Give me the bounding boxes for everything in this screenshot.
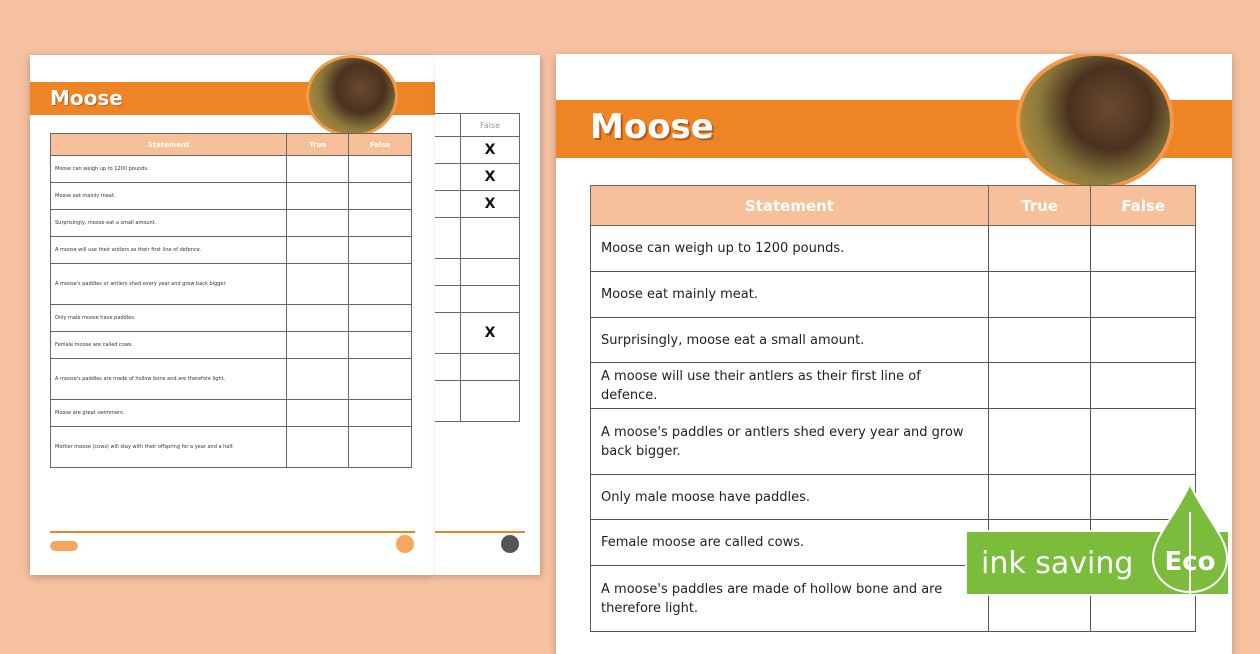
true-cell[interactable] [286,237,348,264]
false-cell[interactable] [349,359,412,400]
true-cell[interactable] [286,210,348,237]
statement-cell: A moose's paddles are made of hollow bone and are therefore light. [591,566,989,632]
footer-rule [50,531,415,533]
false-header: False [349,134,412,156]
answer-sheet [435,55,540,575]
eco-label: Eco [1164,547,1216,577]
false-cell[interactable] [1091,226,1196,272]
answer-mark [460,354,519,381]
moose-photo [306,55,398,137]
thumbnail-worksheet [30,55,435,575]
statement-cell: A moose's paddles are made of hollow bone and are therefore light. [51,359,287,400]
false-header: False [1091,186,1196,226]
true-header: True [286,134,348,156]
footer-rule [435,531,525,533]
page-title: Moose [50,86,123,110]
false-cell[interactable] [1091,409,1196,475]
answer-cell [435,218,460,259]
true-cell[interactable] [988,409,1090,475]
statement-header: Statement [591,186,989,226]
false-cell[interactable] [349,400,412,427]
false-cell[interactable] [349,264,412,305]
true-cell[interactable] [286,359,348,400]
true-cell[interactable] [988,272,1090,318]
false-cell[interactable] [349,427,412,468]
brand-logo-icon [50,541,78,551]
statement-cell: Only male moose have paddles. [51,305,287,332]
false-header: False [460,114,519,137]
statement-cell: Moose can weigh up to 1200 pounds. [591,226,989,272]
false-cell[interactable] [1091,272,1196,318]
statement-cell: Moose can weigh up to 1200 pounds. [51,156,287,183]
answer-cell [435,137,460,164]
answer-cell [435,313,460,354]
false-cell[interactable] [349,210,412,237]
answer-cell [435,259,460,286]
true-cell[interactable] [286,332,348,359]
statement-cell: Female moose are called cows. [591,520,989,566]
answer-mark [460,381,519,422]
statement-cell: Moose eat mainly meat. [51,183,287,210]
page-title: Moose [590,107,714,147]
false-cell[interactable] [349,237,412,264]
false-cell[interactable] [349,183,412,210]
false-cell[interactable] [1091,363,1196,409]
answer-mark: X [460,137,519,164]
answer-mark [460,218,519,259]
true-cell[interactable] [988,226,1090,272]
statement-table [50,133,412,468]
statement-cell: Female moose are called cows. [51,332,287,359]
statement-cell: A moose's paddles or antlers shed every year and grow back bigger. [51,264,287,305]
answer-mark [460,259,519,286]
answer-cell [435,164,460,191]
true-cell[interactable] [286,156,348,183]
true-cell[interactable] [286,427,348,468]
brand-mark-icon [396,535,414,553]
statement-header: Statement [51,134,287,156]
answer-cell [435,191,460,218]
answer-cell [435,354,460,381]
answer-cell [435,381,460,422]
statement-cell: A moose will use their antlers as their first line of defence. [51,237,287,264]
true-cell[interactable] [988,363,1090,409]
answer-table [435,113,520,422]
false-cell[interactable] [1091,318,1196,363]
true-cell[interactable] [286,264,348,305]
statement-cell: Only male moose have paddles. [591,475,989,520]
true-cell[interactable] [286,305,348,332]
statement-cell: Surprisingly, moose eat a small amount. [591,318,989,363]
false-cell[interactable] [349,305,412,332]
answer-mark [460,286,519,313]
true-header-partial [435,114,460,137]
answer-mark: X [460,164,519,191]
statement-cell: A moose will use their antlers as their first line of defence. [591,363,989,409]
true-cell[interactable] [286,400,348,427]
true-cell[interactable] [286,183,348,210]
statement-cell: Surprisingly, moose eat a small amount. [51,210,287,237]
statement-cell: Moose are great swimmers. [51,400,287,427]
true-cell[interactable] [988,318,1090,363]
statement-cell: Moose eat mainly meat. [591,272,989,318]
false-cell[interactable] [349,332,412,359]
true-cell[interactable] [988,475,1090,520]
statement-cell: A moose's paddles or antlers shed every year and grow back bigger. [591,409,989,475]
ink-saving-label: ink saving [981,546,1134,581]
false-cell[interactable] [349,156,412,183]
answer-mark: X [460,313,519,354]
brand-mark-icon [501,535,519,553]
answer-cell [435,286,460,313]
moose-photo [1016,54,1174,190]
answer-mark: X [460,191,519,218]
statement-cell: Mother moose (cows) will stay with their offspring for a year and a half. [51,427,287,468]
eco-leaf-icon [1145,482,1235,594]
true-header: True [988,186,1090,226]
